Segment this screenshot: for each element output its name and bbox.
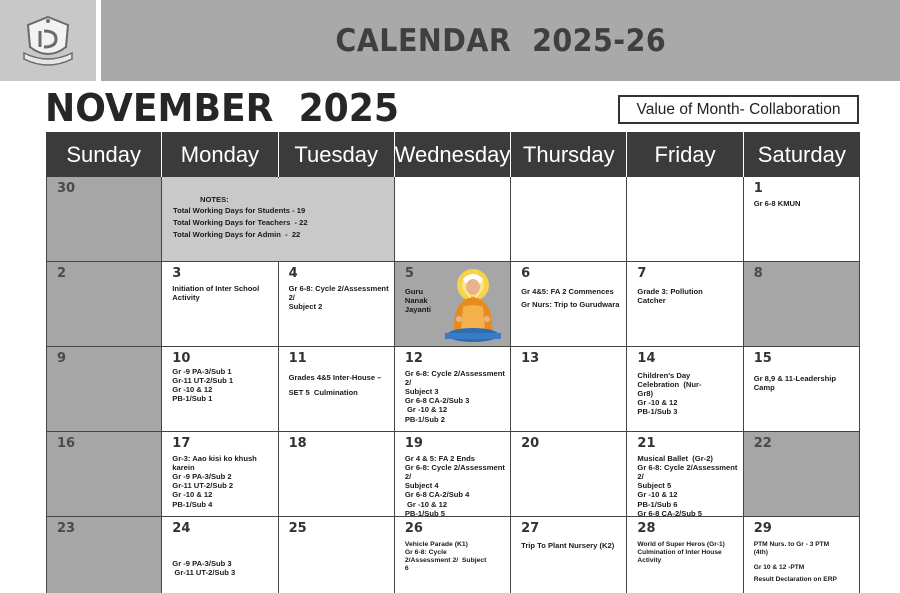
- day-number: 29: [753, 521, 772, 536]
- day-number: 12: [404, 351, 423, 366]
- day-number: 11: [288, 351, 307, 366]
- event-text: Initiation of Inter School Activity: [172, 284, 260, 303]
- school-crest-icon: [18, 13, 78, 69]
- event-text: Gr -9 PA-3/Sub 3 Gr-11 UT-2/Sub 3: [172, 559, 236, 578]
- header-bar: [101, 0, 900, 81]
- event-text: Vehicle Parade (K1) Gr 6-8: Cycle 2/Assessment 2/ Subject 6: [404, 541, 487, 573]
- day-cell: [279, 347, 395, 432]
- event-text: Gr 8,9 & 11-Leadership Camp: [753, 374, 836, 393]
- day-cell: [744, 347, 860, 432]
- day-cell: [627, 347, 743, 432]
- day-number: 4: [288, 266, 298, 281]
- event-text: PTM Nurs. to Gr - 3 PTM (4th): [753, 541, 830, 556]
- day-number: 19: [404, 436, 423, 451]
- day-number: 13: [521, 351, 540, 366]
- event-text: Grades 4&5 Inter-House –: [288, 373, 382, 382]
- event-text: SET 5 Culmination: [288, 388, 358, 397]
- week-row: [46, 347, 860, 432]
- day-number: 26: [404, 521, 423, 536]
- school-logo: [0, 0, 96, 81]
- day-cell: [744, 517, 860, 593]
- day-number: 8: [753, 266, 763, 281]
- day-cell: [511, 517, 627, 593]
- notes-title: NOTES:: [200, 195, 229, 204]
- weekday-wednesday: Wednesday: [395, 132, 511, 177]
- guru-nanak-illustration-icon: [439, 267, 507, 343]
- weekday-header-row: [46, 132, 860, 177]
- day-cell: [395, 432, 511, 517]
- event-text: Gr-3: Aao kisi ko khush karein Gr -9 PA-3/Sub 2 Gr-11 UT-2/Sub 2 Gr -10 & 12 PB-1/Sub 4: [172, 454, 257, 509]
- day-number: 20: [521, 436, 540, 451]
- day-number: 2: [57, 266, 67, 281]
- day-number: 3: [172, 266, 182, 281]
- day-cell: [162, 432, 278, 517]
- event-text: Gr 6-8: Cycle 2/Assessment 2/ Subject 2: [288, 284, 391, 312]
- notes-line: Total Working Days for Teachers - 22: [173, 218, 308, 227]
- event-text: Gr Nurs: Trip to Gurudwara: [521, 300, 620, 309]
- day-number: 14: [637, 351, 656, 366]
- weekday-thursday: Thursday: [511, 132, 627, 177]
- day-number: 15: [753, 351, 772, 366]
- event-text: Gr 6-8 KMUN: [753, 199, 801, 208]
- day-cell: [46, 262, 162, 347]
- day-number: 16: [57, 436, 76, 451]
- day-number: 9: [57, 351, 67, 366]
- day-number: 22: [753, 436, 772, 451]
- weekday-monday: Monday: [162, 132, 278, 177]
- day-cell: [162, 262, 278, 347]
- day-cell: [162, 347, 278, 432]
- week-row: [46, 262, 860, 347]
- day-cell: [395, 262, 511, 347]
- day-cell: [744, 177, 860, 262]
- day-cell: [162, 517, 278, 593]
- day-cell: [279, 517, 395, 593]
- day-number: 27: [521, 521, 540, 536]
- event-text: Gr 4 & 5: FA 2 Ends Gr 6-8: Cycle 2/Assessment 2/ Subject 4 Gr 6-8 CA-2/Sub 4 Gr -10 & 12 PB-1/Sub 5: [404, 454, 508, 517]
- day-number: 18: [288, 436, 307, 451]
- event-text: Grade 3: Pollution Catcher: [637, 287, 703, 306]
- day-number: 24: [172, 521, 191, 536]
- day-cell: [46, 517, 162, 593]
- day-cell: [511, 262, 627, 347]
- day-cell: [511, 432, 627, 517]
- day-cell: [511, 177, 627, 262]
- event-text: Gr -9 PA-3/Sub 1 Gr-11 UT-2/Sub 1 Gr -10 & 12 PB-1/Sub 1: [172, 367, 234, 404]
- day-cell: [627, 517, 743, 593]
- notes-line: Total Working Days for Students - 19: [173, 206, 306, 215]
- day-cell: [46, 347, 162, 432]
- day-cell: [627, 432, 743, 517]
- event-text: Gr 6-8: Cycle 2/Assessment 2/ Subject 3 Gr 6-8 CA-2/Sub 3 Gr -10 & 12 PB-1/Sub 2: [404, 369, 508, 424]
- calendar-title: CALENDAR 2025-26: [335, 22, 666, 59]
- day-cell: [395, 347, 511, 432]
- day-number: 28: [637, 521, 656, 536]
- event-text: Musical Ballet (Gr-2) Gr 6-8: Cycle 2/Assessment 2/ Subject 5 Gr -10 & 12 PB-1/Sub 6 Gr 6-8 CA-2/Sub 5: [637, 454, 740, 517]
- day-number: 25: [288, 521, 307, 536]
- weekday-friday: Friday: [627, 132, 743, 177]
- day-cell: [627, 262, 743, 347]
- event-text: Gr 4&5: FA 2 Commences: [521, 287, 614, 296]
- day-cell: [744, 432, 860, 517]
- week-row: [46, 517, 860, 593]
- event-text: Trip To Plant Nursery (K2): [521, 541, 615, 550]
- day-cell: [46, 177, 162, 262]
- weekday-sunday: Sunday: [46, 132, 162, 177]
- day-cell: [46, 432, 162, 517]
- event-text: Children's Day Celebration (Nur- Gr8) Gr -10 & 12 PB-1/Sub 3: [637, 371, 702, 417]
- week-row: [46, 432, 860, 517]
- day-cell: [511, 347, 627, 432]
- event-text: Gr 10 & 12 -PTM: [753, 564, 805, 571]
- event-text: World of Super Heros (Gr-1) Culmination of Inter House Activity: [637, 541, 725, 564]
- event-text: Result Declaration on ERP: [753, 576, 837, 583]
- day-cell: [744, 262, 860, 347]
- day-number: 17: [172, 436, 191, 451]
- notes-line: Total Working Days for Admin - 22: [173, 230, 301, 239]
- day-number: 10: [172, 351, 191, 366]
- day-cell: [279, 262, 395, 347]
- day-number: 21: [637, 436, 656, 451]
- weekday-saturday: Saturday: [744, 132, 860, 177]
- value-of-month-box: Value of Month- Collaboration: [618, 95, 859, 124]
- day-cell: [627, 177, 743, 262]
- event-text: Guru Nanak Jayanti: [404, 287, 432, 315]
- day-cell: [395, 517, 511, 593]
- day-cell: [279, 432, 395, 517]
- day-number: 7: [637, 266, 647, 281]
- day-cell: [395, 177, 511, 262]
- day-number: 23: [57, 521, 76, 536]
- day-number: 30: [57, 181, 76, 196]
- day-number: 6: [521, 266, 531, 281]
- weekday-tuesday: Tuesday: [279, 132, 395, 177]
- day-number: 5: [404, 266, 414, 281]
- notes-panel: [163, 178, 395, 262]
- day-number: 1: [753, 181, 763, 196]
- month-title: NOVEMBER 2025: [45, 86, 400, 130]
